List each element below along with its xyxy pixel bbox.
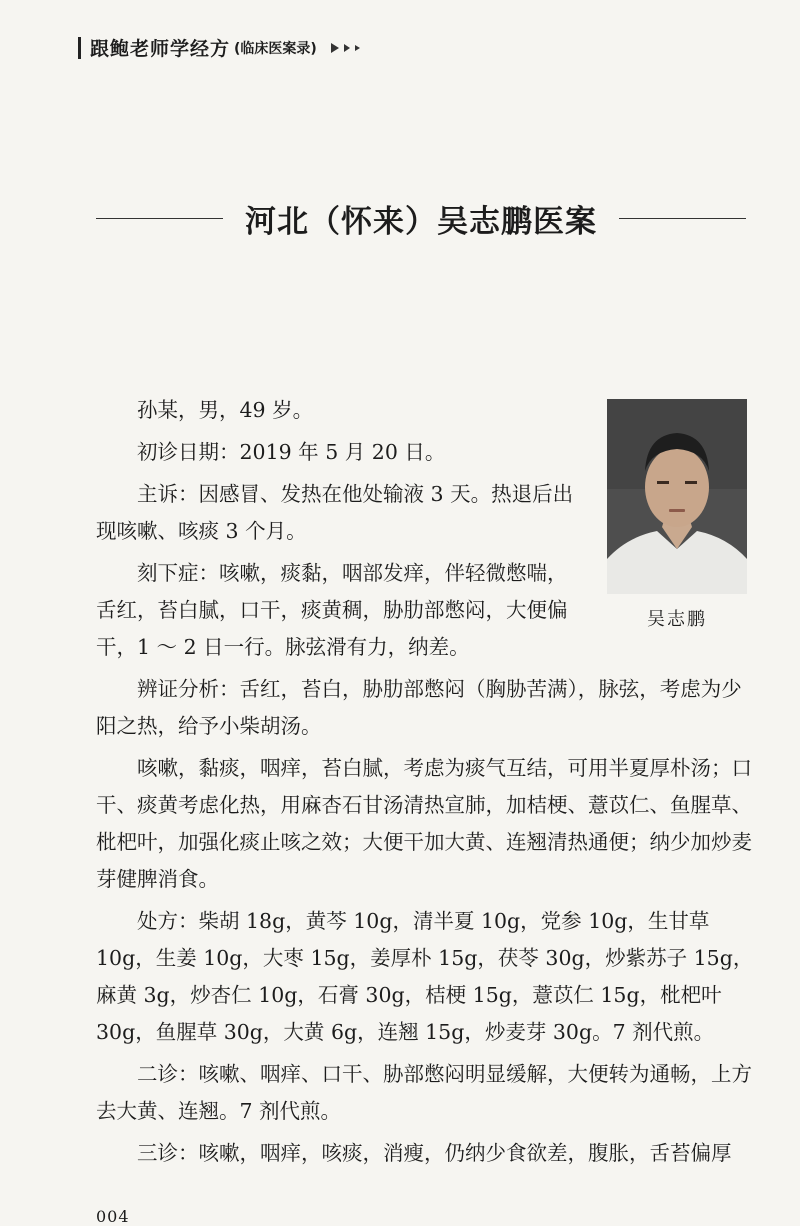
running-header — [78, 34, 365, 61]
paragraph-second-visit: 二诊：咳嗽、咽痒、口干、胁部憋闷明显缓解，大便转为通畅，上方去大黄、连翘。7 剂代煎。 — [96, 1062, 752, 1123]
heading-rule-left — [96, 218, 223, 220]
arrow-right-icon — [344, 44, 350, 52]
book-title: 跟鲍老师学经方 — [90, 38, 231, 60]
arrow-right-icon — [355, 45, 360, 51]
paragraph-third-visit: 三诊：咳嗽，咽痒，咳痰，消瘦，仍纳少食欲差，腹胀，舌苔偏厚 — [137, 1141, 732, 1165]
page-number: 004 — [96, 1207, 130, 1226]
section-title: 河北（怀来）吴志鹏医案 — [245, 204, 597, 240]
paragraph-date: 初诊日期：2019 年 5 月 20 日。 — [137, 440, 446, 464]
arrow-right-icon — [331, 43, 339, 53]
heading-rule-right — [619, 218, 746, 220]
paragraph-complaint: 主诉：因感冒、发热在他处输液 3 天。热退后出现咳嗽、咳痰 3 个月。 — [96, 482, 574, 543]
bleed-through-text — [110, 118, 800, 270]
case-body — [96, 392, 756, 1172]
paragraph-analysis: 辨证分析：舌红，苔白，胁肋部憋闷（胸胁苦满），脉弦，考虑为少阳之热，给予小柴胡汤。 — [96, 677, 742, 738]
section-heading — [96, 196, 746, 241]
book-subtitle: (临床医案录) — [234, 40, 317, 57]
paragraph-symptoms: 刻下症：咳嗽，痰黏，咽部发痒，伴轻微憋喘，舌红，苔白腻，口干，痰黄稠，胁肋部憋闷，大便偏干，1 ～ 2 日一行。脉弦滑有力，纳差。 — [96, 561, 568, 659]
paragraph-discussion: 咳嗽，黏痰，咽痒，苔白腻，考虑为痰气互结，可用半夏厚朴汤；口干、痰黄考虑化热，用麻杏石甘汤清热宣肺，加桔梗、薏苡仁、鱼腥草、枇杷叶，加强化痰止咳之效；大便干加大黄、连翘清热通便；纳少加炒麦芽健脾消食。 — [96, 756, 752, 891]
paragraph-patient: 孙某，男，49 岁。 — [137, 398, 314, 422]
header-bar — [78, 37, 81, 59]
paragraph-prescription: 处方：柴胡 18g，黄芩 10g，清半夏 10g，党参 10g，生甘草 10g，生姜 10g，大枣 15g，姜厚朴 15g，茯苓 30g，炒紫苏子 15g，麻黄 3g，炒杏仁 10g，石膏 30g，桔梗 15g，薏苡仁 15g，枇杷叶 30g，鱼腥草 30g，大黄 6g，连翘 15g，炒麦芽 30g。7 剂代煎。 — [96, 909, 754, 1044]
photo-caption: 吴志鹏 — [647, 609, 707, 630]
arrow-icons — [331, 43, 365, 53]
